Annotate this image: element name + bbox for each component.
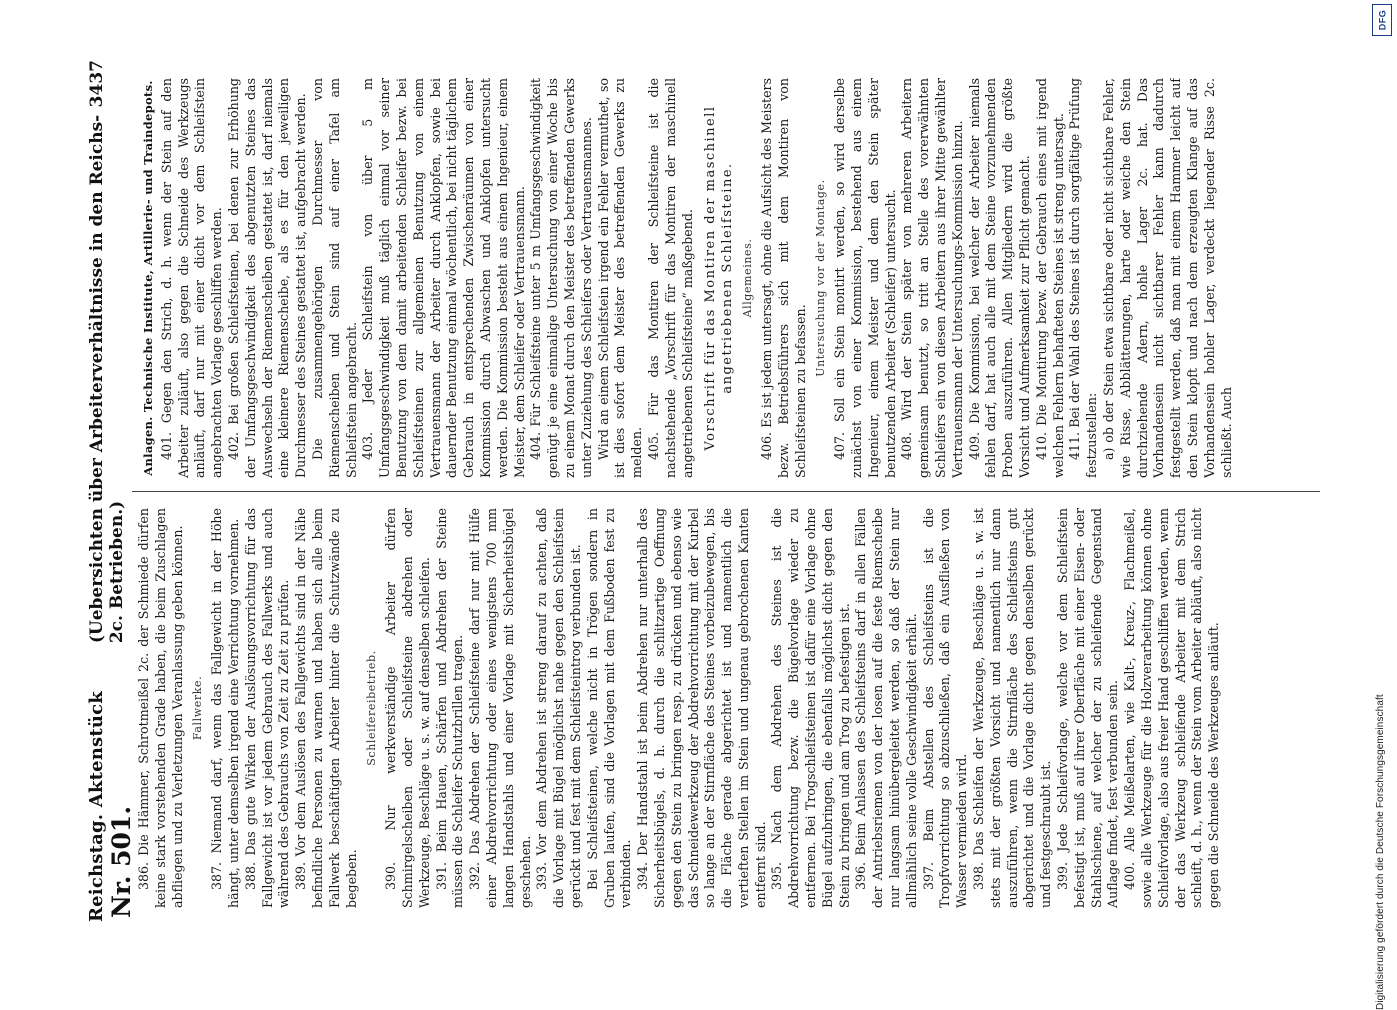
- paragraph-407: 407. Soll ein Stein montirt werden, so wird derselbe zunächst von einer Kommission, bestehend aus einem Ingenieur, einem Meister und dem den Stein später benutzenden Arbeiter (Schleifer) untersucht.: [832, 78, 898, 478]
- paragraph-403: 403. Jeder Schleifstein von über 5 m Umfangsgeschwindigkeit muß täglich einmal vor seiner Benutzung von dem damit arbeitenden Schleifer bezw. bei Schleifsteinen zur allgemeinen Benutzung von einem Vertrauensmann der Arbeiter durch Anklopfen, sowie bei dauernder Benutzung einmal wöchentlich, bei nicht täglichem Gebrauch in entsprechenden Zwischenräumen von einer Kommission durch Abwaschen und Anklopfen untersucht werden. Die Kommission besteht aus einem Ingenieur, einem Meister, dem Schleifer oder Vertrauensmann.: [360, 78, 527, 478]
- paragraph-405: 405. Für das Montiren der Schleifsteine ist die nachstehende „Vorschrift für das Montiren der maschinell angetriebenen Schleifsteine“ maßgebend.: [645, 78, 695, 478]
- regulation-title: Vorschrift für das Montiren der maschinell angetriebenen Schleifsteine.: [703, 105, 736, 451]
- paragraph-388: 388. Das gute Wirken der Auslösungsvorrichtung für das Fallgewicht ist vor jedem Gebrauch des Fallwerks und auch während des Gebrauchs von Zeit zu Zeit zu prüfen.: [242, 508, 292, 908]
- paragraph-390: 390. Nur werkverständige Arbeiter dürfen Schmirgelscheiben oder Schleifsteine abdrehen oder Werkzeuge, Beschläge u. s. w. auf denselben schleifen.: [383, 508, 432, 908]
- paragraph-399: 399. Jede Schleifvorlage, welche vor dem Schleifstein befestigt ist, muß auf ihrer Oberfläche mit einer Eisen- oder Stahlschiene, auf welcher der zu schleifende Gegenstand Auflage findet, fest verbunden sein.: [1055, 508, 1121, 908]
- paragraph-386: 386. Die Hämmer, Schrotmeißel 2c. der Schmiede dürfen keine stark vorstehenden Grade haben, die beim Zuschlagen abfliegen und zu Verletzungen Veranlassung geben können.: [136, 508, 185, 908]
- anlagen-label: Anlagen.: [141, 416, 155, 476]
- paragraph-389: 389. Vor dem Auslösen des Fallgewichts sind in der Nähe befindliche Personen zu warnen und haben sich alle beim Fallwerk beschäftigten Arbeiter hinter die Schutzwände zu begeben.: [293, 508, 359, 908]
- page-header: [86, 60, 136, 922]
- right-column: [136, 78, 1316, 478]
- paragraph-395: 395. Nach dem Abdrehen des Steines ist die Abdrehvorrichtung bezw. die Bügelvorlage wieder zu entfernen. Bei Trogschleifsteinen ist dafür eine Vorlage ohne Bügel aufzubringen, die ebenfalls möglichst dicht gegen den Stein zu bringen und am Trog zu befestigen ist.: [769, 508, 852, 908]
- paragraph-398: 398. Das Schleifen der Werkzeuge, Beschläge u. s. w. ist stets mit der größten Vorsicht und namentlich nur dann auszuführen, wenn die Stirnfläche des Schleifsteins gut abgerichtet und die Vorlage dicht gegen denselben gerückt und festgeschraubt ist.: [971, 508, 1054, 908]
- paragraph-394: 394. Der Handstahl ist beim Abdrehen nur unterhalb des Sicherheitsbügels, d. h. durch die schlitzartige Oeffnung gegen den Stein zu bringen resp. zu drücken und ebenso wie das Schneidewerkzeug der Abdrehvorrichtung mit der Kurbel so lange an der Stirnfläche des Steines vorbeizubewegen, bis die Fläche gerade abgerichtet ist und namentlich die vertieften Stellen im Stein und ungenau gebrochenen Kanten entfernt sind.: [635, 508, 768, 908]
- paragraph-411: 411. Bei der Wahl des Steines ist durch sorgfältige Prüfung festzustellen:: [1067, 78, 1100, 478]
- page-number: 3437: [87, 60, 107, 108]
- paragraph-409: 409. Die Kommission, bei welcher der Arbeiter niemals fehlen darf, hat auch alle mit dem Steine vorzunehmenden Proben auszuführen. Allen Mitgliedern wird die größte Vorsicht und Aufmerksamkeit zur Pflicht gemacht.: [966, 78, 1033, 478]
- paragraph-404: 404. Für Schleifsteine unter 5 m Umfangsgeschwindigkeit genügt je eine einmalige Untersuchung von einer Woche bis zu einem Monat durch den Meister des betreffenden Gewerks unter Zuziehung des Schleifers oder Vertrauensmannes.: [528, 78, 594, 478]
- paragraph-400: 400. Alle Meißelarten, wie Kalt-, Kreuz-, Flachmeißel, sowie alle Werkzeuge für die Holzverarbeitung können ohne Schleifvorlage, also aus freier Hand geschliffen werden, wenn der das Werkzeug schleifende Arbeiter mit dem Strich schleift, d. h., wenn der Stein vom Arbeiter abläuft, also nicht gegen die Schneide des Werkzeuges anläuft.: [1122, 508, 1222, 908]
- paragraph-402: 402. Bei großen Schleifsteinen, bei denen zur Erhöhung der Umfangsgeschwindigkeit des abgenutzten Steines das Auswechseln der Riemenscheiben gestattet ist, darf niemals eine kleinere Riemenscheibe, als es für den jeweiligen Durchmesser des Steines gestattet ist, aufgebracht werden.: [225, 78, 309, 478]
- section-heading-schleifereibetrieb: Schleifereibetrieb.: [365, 650, 379, 766]
- dfg-logo: [1372, 4, 1392, 36]
- section-heading-allgemeines: Allgemeines.: [741, 238, 755, 318]
- paragraph-406: 406. Es ist jedem untersagt, ohne die Aufsicht des Meisters bezw. Betriebsführers sich mit dem Montiren von Schleifsteinen zu befassen.: [759, 78, 808, 478]
- paragraph-391: 391. Beim Hauen, Schärfen und Abdrehen der Steine müssen die Schleifer Schutzbrillen tragen.: [433, 508, 466, 908]
- section-heading-fallwerke: Fallwerke.: [191, 675, 205, 741]
- paragraph-393: 393. Vor dem Abdrehen ist streng darauf zu achten, daß die Vorlage mit Bügel möglichst nahe gegen den Schleifstein gerückt und fest mit dem Schleifsteintrog verbunden ist.: [534, 508, 583, 908]
- paragraph-411-a: a) ob der Stein etwa sichtbare oder nicht sichtbare Fehler, wie Risse, Abblätterungen, harte oder weiche den Stein durchziehende Adern, hohle Lager 2c. hat. Das Vorhandensein nicht sichtbarer Fehler kann dadurch festgestellt werden, daß man mit einem Hammer leicht auf den Stein klopft und nach dem erzeugten Klange auf das Vorhandensein hohler Lager, verdeckt liegender Risse 2c. schließt. Auch: [1101, 78, 1234, 478]
- header-subject: (Uebersichten über Arbeiterverhältnisse in den Reichs- 2c. Betrieben.): [87, 114, 127, 644]
- paragraph-393-cont: Bei Schleifsteinen, welche nicht in Trögen sondern in Gruben laufen, sind die Vorlagen mit dem Fußboden fest zu verbinden.: [584, 508, 634, 908]
- paragraph-404-cont: Wird an einem Schleifstein irgend ein Fehler vermuthet, so ist dies sofort dem Meister des betreffenden Gewerks zu melden.: [595, 78, 645, 478]
- paragraph-402-cont: Die zusammengehörigen Durchmesser von Riemenscheiben und Stein sind auf einer Tafel am Schleifstein angebracht.: [309, 78, 359, 478]
- anlagen-subtitle: Technische Institute, Artillerie- und Traindepots.: [141, 80, 155, 413]
- paragraph-408: 408. Wird der Stein später von mehreren Arbeitern gemeinsam benutzt, so tritt an Stelle des vorerwähnten Schleifers ein von diesen Arbeitern aus ihrer Mitte gewählter Vertrauensmann der Untersuchungs-Kommission hinzu.: [899, 78, 965, 478]
- header-title: Reichstag. Aktenstück: [86, 691, 107, 922]
- left-column: [136, 508, 1316, 908]
- paragraph-401: 401. Gegen den Strich, d. h. wenn der Stein auf den Arbeiter zuläuft, also gegen die Schneide des Werkzeugs anläuft, darf nur mit einer dicht vor dem Schleifstein angebrachten Vorlage geschliffen werden.: [158, 78, 225, 478]
- dfg-logo-text: DFG: [1377, 9, 1387, 31]
- paragraph-387: 387. Niemand darf, wenn das Fallgewicht in der Höhe hängt, unter demselben irgend eine Verrichtung vornehmen.: [209, 508, 241, 908]
- paragraph-392: 392. Das Abdrehen der Schleifsteine darf nur mit Hülfe einer Abdrehvorrichtung oder eines wenigstens 700 mm langen Handstahls und einer Vorlage mit Sicherheitsbügel geschehen.: [467, 508, 533, 908]
- paragraph-396: 396. Beim Anlassen des Schleifsteins darf in allen Fällen der Antriebsriemen von der losen auf die feste Riemscheibe nur langsam hinübergeleitet werden, so daß der Stein nur allmählich seine volle Geschwindigkeit erhält.: [853, 508, 919, 908]
- section-heading-anlagen: [140, 78, 157, 478]
- paragraph-397: 397. Beim Abstellen des Schleifsteins ist die Tropfvorrichtung so abzuschließen, daß ein Ausfließen von Wasser vermieden wird.: [920, 508, 970, 908]
- paragraph-410: 410. Die Montirung bezw. der Gebrauch eines mit irgend welchen Fehlern behafteten Steines ist streng untersagt.: [1033, 78, 1066, 478]
- header-document-number: Nr. 501.: [107, 805, 136, 918]
- digitization-watermark: [1371, 0, 1393, 1010]
- section-heading-untersuchung: Untersuchung vor der Montage.: [814, 179, 828, 377]
- column-divider: [132, 491, 1320, 492]
- watermark-text: Digitalisierung gefördert durch die Deutsche Forschungsgemeinschaft: [1375, 694, 1386, 1010]
